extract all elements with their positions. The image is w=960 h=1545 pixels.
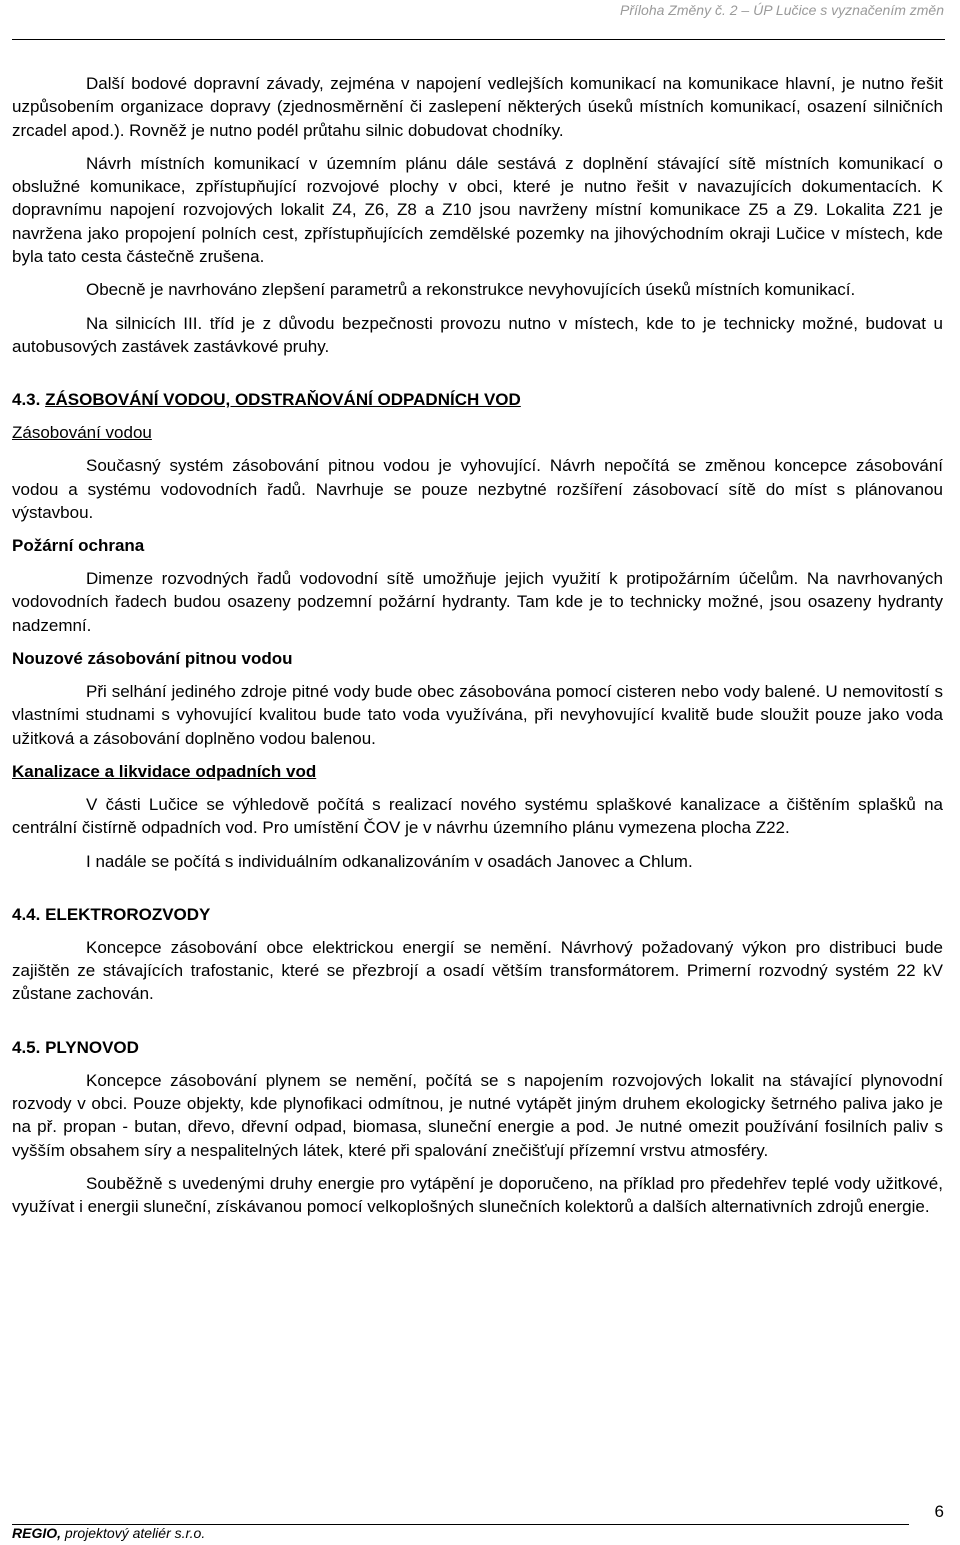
section-heading-4-4 — [12, 903, 943, 926]
subheading-text: Zásobování vodou — [12, 423, 152, 443]
org-description: projektový ateliér s.r.o. — [61, 1525, 206, 1541]
paragraph-gas-supply: Koncepce zásobování plynem se nemění, počítá se s napojením rozvojových lokalit na stávající plynovodní rozvody v obci. Pouze objekty, kde plynofikaci odmítnou, je nutné vytápět jiným druhem ekologicky šetrného paliva jako je na př. propan - butan, dřevo, dřevní odpad, biomasa, sluneční energie a pod. Je nutné omezit používání fosilních paliv s vyšším obsahem síry a nespalitelných látek, které při spalování znečišťují přízemní vrstvu atmosféry. — [12, 1070, 943, 1160]
subheading-water-supply — [12, 421, 943, 444]
paragraph-individual-sewerage: I nadále se počítá s individuálním odkanalizováním v osadách Janovec a Chlum. — [86, 851, 693, 871]
paragraph-sewerage: V části Lučice se výhledově počítá s realizací nového systému splaškové kanalizace a čištěním splašků na centrální čistírně odpadních vod. Pro umístění ČOV je v návrhu územního plánu vymezena plocha Z22. — [12, 794, 943, 838]
paragraph-alternative-energy: Souběžně s uvedenými druhy energie pro vytápění je doporučeno, na příklad pro předehřev teplé vody užitkové, využívat i energii sluneční, získávanou pomocí velkoplošných slunečních kolektorů a dalších alternativních zdrojů energie. — [12, 1173, 943, 1217]
paragraph-bus-stops: Na silnicích III. tříd je z důvodu bezpečnosti provozu nutno v místech, kde to je technicky možné, budovat u autobusových zastávek zastávkové pruhy. — [12, 313, 943, 356]
subheading-fire-protection: Požární ochrana — [12, 536, 145, 556]
section-title: PLYNOVOD — [45, 1037, 139, 1057]
document-body — [12, 72, 943, 1219]
header-divider — [12, 39, 945, 40]
paragraph-fire-protection: Dimenze rozvodných řadů vodovodní sítě umožňuje jejich využití k protipožárním účelům. Na navrhovaných vodovodních řadech budou osazeny podzemní požární hydranty. Tam kde je to technicky možné, jsou osazeny hydranty nadzemní. — [12, 569, 943, 635]
subheading-sewerage — [12, 760, 943, 783]
section-title: ELEKTROROZVODY — [45, 904, 211, 924]
subheading-emergency-water: Nouzové zásobování pitnou vodou — [12, 649, 293, 669]
section-heading-4-5 — [12, 1036, 943, 1059]
section-number: 4.4. — [12, 904, 41, 924]
header-title: Příloha Změny č. 2 – ÚP Lučice s vyznačením změn — [620, 2, 944, 18]
paragraph-electricity: Koncepce zásobování obce elektrickou energií se nemění. Návrhový požadovaný výkon pro distribuci bude zajištěn ze stávajících trafostanic, které se přezbrojí a osadí větším transformátorem. Primerní rozvodný systém 22 kV zůstane zachován. — [12, 937, 943, 1004]
section-title: ZÁSOBOVÁNÍ VODOU, ODSTRAŇOVÁNÍ ODPADNÍCH VOD — [45, 390, 521, 410]
section-heading-4-3 — [12, 388, 943, 411]
paragraph-traffic-defects: Další bodové dopravní závady, zejména v napojení vedlejších komunikací na komunikace hlavní, je nutno řešit uzpůsobením organizace dopravy (zjednosměrnění či zaslepení některých úseků místních komunikací, osazení silničních zrcadel apod.). Rovněž je nutno podél průtahu silnic dobudovat chodníky. — [12, 74, 943, 140]
section-number: 4.5. — [12, 1037, 41, 1057]
section-number: 4.3. — [12, 390, 41, 410]
paragraph-emergency-water: Při selhání jediného zdroje pitné vody bude obec zásobována pomocí cisteren nebo vody balené. U nemovitostí s vlastními studnami s vyhovující kvalitou bude tato voda využívána, při nevyhovující kvalitě bude sloužit pouze jako voda užitková a zásobování doplněno vodou balenou. — [12, 682, 943, 748]
paragraph-road-improvement: Obecně je navrhováno zlepšení parametrů a rekonstrukce nevyhovujících úseků místních komunikací. — [86, 280, 856, 300]
org-name: REGIO, — [12, 1525, 62, 1541]
page-number: 6 — [934, 1502, 944, 1521]
footer-organization — [12, 1525, 205, 1541]
paragraph-water-supply: Současný systém zásobování pitnou vodou je vyhovující. Návrh nepočítá se změnou koncepce zásobování vodou a systému vodovodních řadů. Navrhuje se pouze nezbytné rozšíření zásobovací sítě do míst s plánovanou výstavbou. — [12, 456, 943, 522]
subheading-text: Kanalizace a likvidace odpadních vod — [12, 761, 317, 781]
paragraph-local-roads: Návrh místních komunikací v územním plánu dále sestává z doplnění stávající sítě místních komunikací o obslužné komunikace, zpřístupňující rozvojové plochy v obci, které je nutno řešit v navazujících dokumentacích. K dopravnímu napojení rozvojových lokalit Z4, Z6, Z8 a Z10 jsou navrženy místní komunikace Z5 a Z9. Lokalita Z21 je navržena jako propojení polních cest, zpřístupňujících zemdělské pozemky na jihovýchodním okraji Lučice v místech, kde byla tato cesta částečně zrušena. — [12, 153, 943, 267]
